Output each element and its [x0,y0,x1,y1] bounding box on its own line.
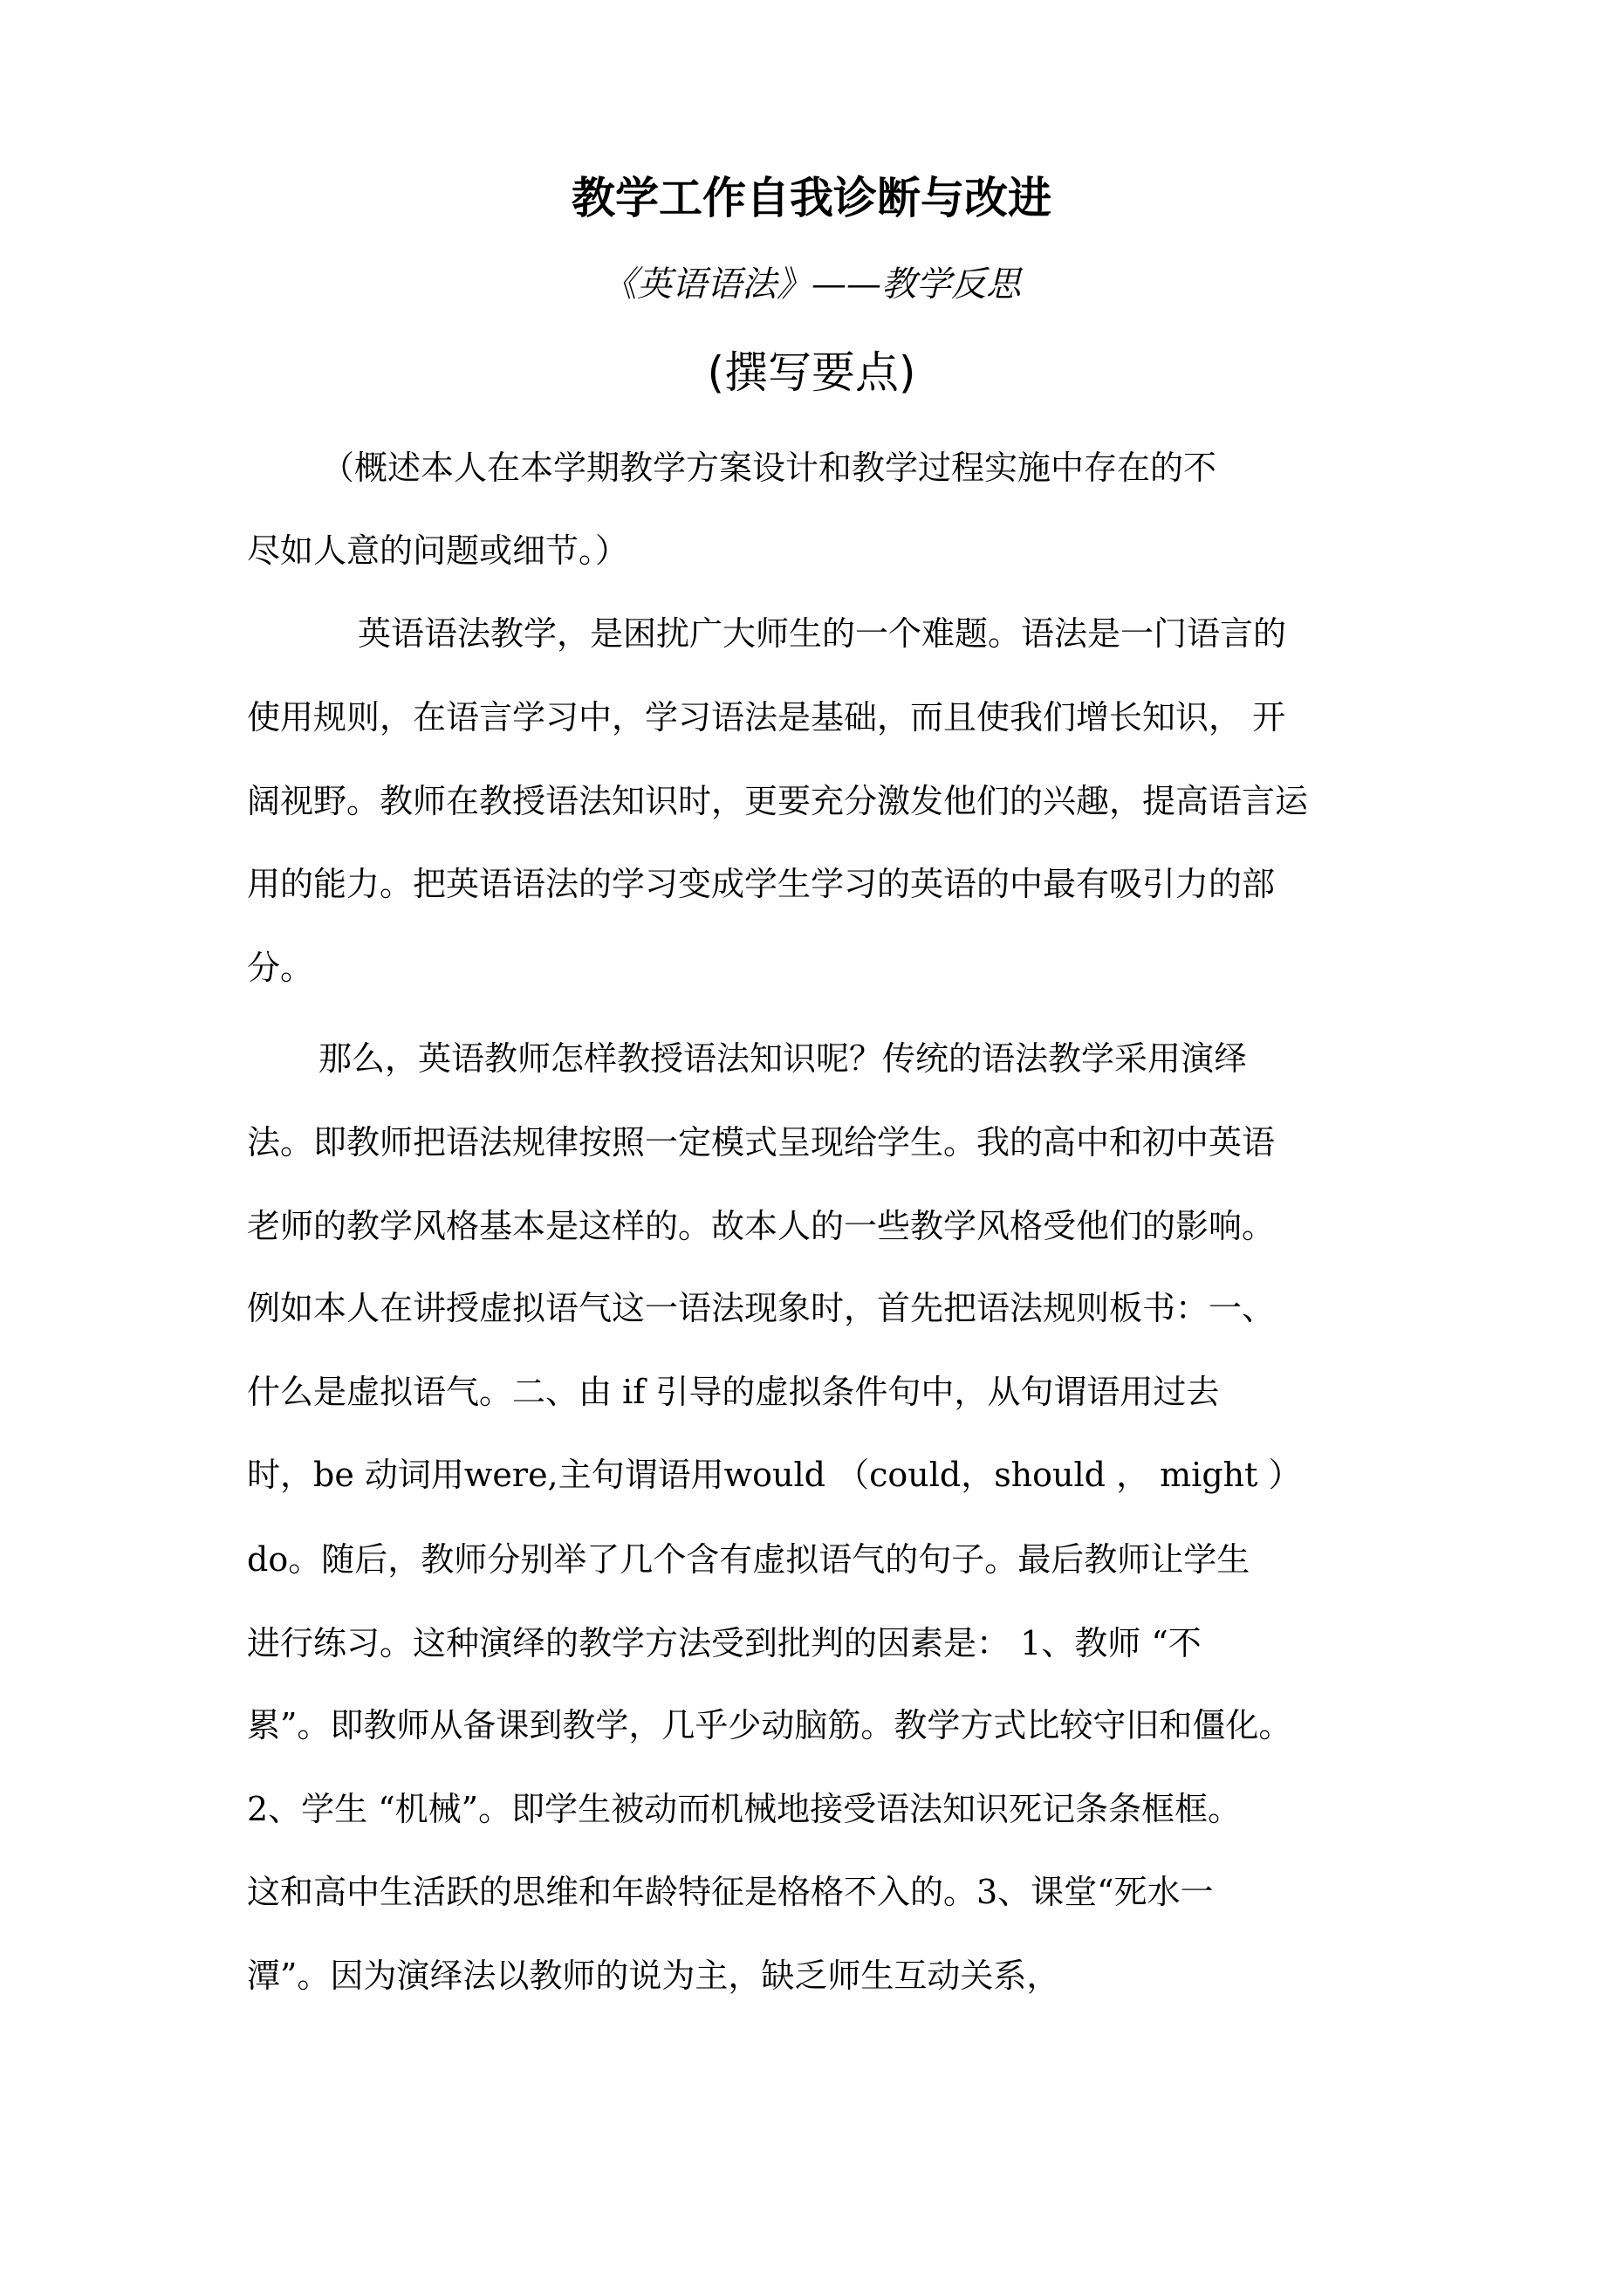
body-line-12: 什么是虚拟语气。二、由 if 引导的虚拟条件句中，从句谓语用过去 [247,1373,1220,1411]
body-line-6: 用的能力。把英语语法的学习变成学生学习的英语的中最有吸引力的部 [247,865,1276,903]
body-line-16: 累”。即教师从备课到教学，几乎少动脑筋。教学方式比较守旧和僵化。 [247,1706,1292,1744]
body-line-3: 英语语法教学，是困扰广大师生的一个难题。语法是一门语言的 [358,614,1287,653]
body-line-1: （概述本人在本学期教学方案设计和教学过程实施中存在的不 [321,449,1217,487]
document-title: 教学工作自我诊断与改进 [572,173,1051,223]
body-line-18: 这和高中生活跃的思维和年龄特征是格格不入的。3、课堂“死水一 [247,1873,1214,1911]
body-line-19: 潭”。因为演绎法以教师的说为主，缺乏师生互动关系， [247,1957,1060,1995]
body-line-8: 那么，英语教师怎样教授语法知识呢？传统的语法教学采用演绎 [318,1039,1248,1078]
body-line-5: 阔视野。教师在教授语法知识时，更要充分激发他们的兴趣，提高语言运 [247,782,1309,820]
body-line-17: 2、学生 “机械”。即学生被动而机械地接受语法知识死记条条框框。 [247,1790,1242,1828]
body-line-13: 时，be 动词用were,主句谓语用would （could，should ， might ） [247,1456,1302,1494]
body-line-4: 使用规则，在语言学习中，学习语法是基础，而且使我们增长知识， 开 [247,698,1286,737]
body-line-11: 例如本人在讲授虚拟语气这一语法现象时，首先把语法规则板书：一、 [247,1289,1276,1327]
document-subtitle: 《英语语法》——教学反思 [602,264,1021,305]
body-line-9: 法。即教师把语法规律按照一定模式呈现给学生。我的高中和初中英语 [247,1123,1276,1162]
body-line-15: 进行练习。这种演绎的教学方法受到批判的因素是： 1、教师 “不 [247,1624,1202,1662]
body-line-2: 尽如人意的问题或细节。） [247,531,629,570]
document-heading: (撰写要点) [707,347,916,398]
body-line-7: 分。 [247,949,314,987]
body-line-10: 老师的教学风格基本是这样的。故本人的一些教学风格受他们的影响。 [247,1207,1276,1245]
body-line-14: do。随后，教师分别举了几个含有虚拟语气的句子。最后教师让学生 [247,1540,1250,1579]
